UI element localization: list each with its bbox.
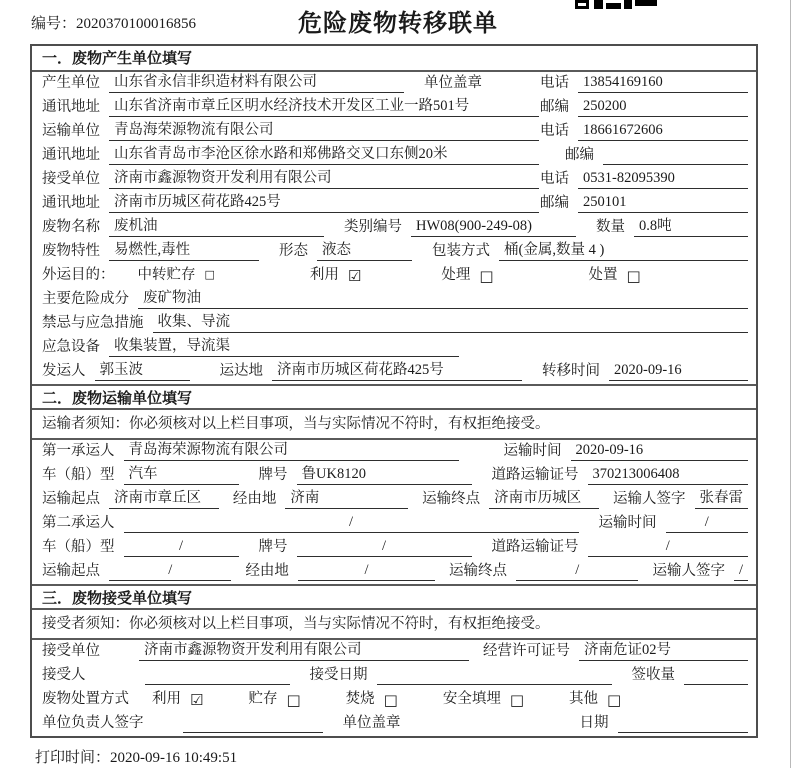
license1-value: 370213006408 bbox=[588, 466, 749, 485]
page-edge-line bbox=[790, 0, 791, 768]
acceptor-label: 接受人 bbox=[42, 667, 86, 683]
phone1-value: 13854169160 bbox=[578, 74, 748, 93]
row-shipper bbox=[32, 360, 756, 384]
end2-label: 运输终点 bbox=[449, 563, 508, 579]
purpose-treat-checkbox: □ bbox=[479, 267, 494, 285]
zip2-label: 邮编 bbox=[565, 147, 594, 163]
disposal-burn-label: 焚烧 bbox=[345, 691, 375, 707]
end1-value: 济南市历城区 bbox=[489, 486, 599, 509]
addr1-value: 山东省济南市章丘区明水经济技术开发区工业一路501号 bbox=[109, 94, 539, 117]
purpose-treat-label: 处理 bbox=[441, 267, 471, 283]
dest-value: 济南市历城区荷花路425号 bbox=[272, 358, 522, 381]
row-route2 bbox=[32, 560, 756, 584]
time2-label: 运输时间 bbox=[598, 515, 657, 531]
phone3-label: 电话 bbox=[540, 171, 569, 187]
row-vehicle2 bbox=[32, 536, 756, 560]
disposal-other-checkbox: □ bbox=[607, 691, 622, 709]
via1-value: 济南 bbox=[285, 486, 408, 509]
permit-label: 经营许可证号 bbox=[483, 643, 570, 659]
transporter-value: 青岛海荣源物流有限公司 bbox=[109, 118, 539, 141]
equip-value: 收集装置，导流渠 bbox=[109, 334, 459, 357]
end1-label: 运输终点 bbox=[422, 491, 481, 507]
category-value: HW08(900-249-08) bbox=[411, 218, 576, 237]
transfer-date-label: 转移时间 bbox=[542, 363, 600, 379]
qty-value: 0.8吨 bbox=[634, 214, 748, 237]
shipper-value: 郭玉波 bbox=[95, 358, 190, 381]
disposal-other-label: 其他 bbox=[569, 691, 599, 707]
row-receiver-address bbox=[32, 192, 756, 216]
receiver-label: 接受单位 bbox=[42, 171, 100, 187]
row-route1 bbox=[32, 488, 756, 512]
purpose-label: 外运目的： bbox=[42, 267, 115, 283]
carrier1-label: 第一承运人 bbox=[42, 443, 115, 459]
time1-value: 2020-09-16 bbox=[571, 442, 749, 461]
vehicle1-value: 汽车 bbox=[124, 462, 239, 485]
phone2-value: 18661672606 bbox=[578, 122, 748, 141]
document-header bbox=[0, 0, 796, 44]
section1-header: 一．废物产生单位填写 bbox=[32, 46, 756, 72]
section3-header: 三．废物接受单位填写 bbox=[32, 584, 756, 610]
waste-name-label: 废物名称 bbox=[42, 219, 100, 235]
origin1-value: 济南市章丘区 bbox=[109, 486, 219, 509]
packing-value: 桶(金属,数量 4 ) bbox=[499, 238, 748, 261]
dest-label: 运达地 bbox=[219, 363, 263, 379]
disposal-label: 废物处置方式 bbox=[42, 691, 129, 707]
acceptor-value bbox=[145, 667, 290, 685]
taboo-value: 收集、导流 bbox=[153, 310, 749, 333]
print-time-line bbox=[35, 746, 237, 767]
transporter-label: 运输单位 bbox=[42, 123, 100, 139]
row-disposal bbox=[32, 688, 756, 712]
sign1-value: 张春雷 bbox=[695, 486, 749, 509]
zip2-value bbox=[603, 147, 748, 165]
waste-name-value: 废机油 bbox=[109, 214, 324, 237]
serial-label: 编号： bbox=[31, 16, 77, 32]
carrier2-value: / bbox=[124, 514, 579, 533]
row-producer bbox=[32, 72, 756, 96]
amount-value bbox=[684, 667, 748, 685]
qty-label: 数量 bbox=[596, 219, 625, 235]
purpose-use-label: 利用 bbox=[309, 267, 339, 283]
row-taboo bbox=[32, 312, 756, 336]
addr2-label: 通讯地址 bbox=[42, 147, 100, 163]
plate2-value: / bbox=[297, 538, 472, 557]
carrier1-value: 青岛海荣源物流有限公司 bbox=[124, 438, 459, 461]
zip3-label: 邮编 bbox=[540, 195, 569, 211]
carrier2-label: 第二承运人 bbox=[42, 515, 115, 531]
row-equipment bbox=[32, 336, 756, 360]
disposal-landfill-label: 安全填埋 bbox=[442, 691, 501, 707]
section3-notice: 接受者须知：你必须核对以上栏目事项，当与实际情况不符时，有权拒绝接受。 bbox=[32, 610, 756, 640]
row-carrier1 bbox=[32, 440, 756, 464]
row-transporter bbox=[32, 120, 756, 144]
hazard-label: 主要危险成分 bbox=[42, 291, 129, 307]
date-label: 日期 bbox=[579, 715, 609, 731]
date-value bbox=[618, 715, 749, 733]
purpose-transfer-label: 中转贮存 bbox=[137, 267, 196, 283]
row-producer-address bbox=[32, 96, 756, 120]
sign2-label: 运输人签字 bbox=[652, 563, 725, 579]
producer-value: 山东省永信非织造材料有限公司 bbox=[109, 70, 404, 93]
disposal-use-checkbox: ☑ bbox=[190, 691, 204, 709]
disposal-burn-checkbox: □ bbox=[383, 691, 398, 709]
row-acceptor bbox=[32, 664, 756, 688]
plate2-label: 牌号 bbox=[258, 539, 288, 555]
row-purpose bbox=[32, 264, 756, 288]
section2-notice: 运输者须知：你必须核对以上栏目事项，当与实际情况不符时，有权拒绝接受。 bbox=[32, 410, 756, 440]
row-vehicle1 bbox=[32, 464, 756, 488]
row-carrier2 bbox=[32, 512, 756, 536]
phone2-label: 电话 bbox=[540, 123, 569, 139]
via2-label: 经由地 bbox=[245, 563, 289, 579]
hazard-value: 废矿物油 bbox=[138, 286, 748, 309]
taboo-label: 禁忌与应急措施 bbox=[42, 315, 144, 331]
license2-label: 道路运输证号 bbox=[491, 539, 579, 555]
packing-label: 包装方式 bbox=[432, 243, 490, 259]
page-title: 危险废物转移联单 bbox=[298, 11, 498, 37]
row-waste-character bbox=[32, 240, 756, 264]
disposal-use-label: 利用 bbox=[152, 691, 181, 707]
plate1-value: 鲁UK8120 bbox=[297, 462, 472, 485]
character-label: 废物特性 bbox=[42, 243, 100, 259]
accept-date-label: 接受日期 bbox=[309, 667, 368, 683]
row-accept-unit bbox=[32, 640, 756, 664]
form-value: 液态 bbox=[317, 238, 412, 261]
vehicle2-label: 车（船）型 bbox=[42, 539, 115, 555]
character-value: 易燃性,毒性 bbox=[109, 238, 259, 261]
license2-value: / bbox=[588, 538, 749, 557]
origin2-value: / bbox=[109, 562, 231, 581]
qr-code-fragment bbox=[575, 0, 657, 9]
accept-date-value bbox=[377, 667, 612, 685]
manifest-form bbox=[30, 44, 758, 738]
zip3-value: 250101 bbox=[578, 194, 748, 213]
disposal-store-checkbox: □ bbox=[286, 691, 301, 709]
disposal-landfill-checkbox: □ bbox=[509, 691, 525, 709]
form-label: 形态 bbox=[279, 243, 308, 259]
addr3-value: 济南市历城区荷花路425号 bbox=[109, 190, 539, 213]
row-chief-sign bbox=[32, 712, 756, 736]
zip1-value: 250200 bbox=[578, 98, 748, 117]
addr3-label: 通讯地址 bbox=[42, 195, 100, 211]
vehicle1-label: 车（船）型 bbox=[42, 467, 115, 483]
row-waste-name bbox=[32, 216, 756, 240]
row-receiver bbox=[32, 168, 756, 192]
origin2-label: 运输起点 bbox=[42, 563, 100, 579]
section2-header: 二．废物运输单位填写 bbox=[32, 384, 756, 410]
origin1-label: 运输起点 bbox=[42, 491, 100, 507]
serial-number: 2020370100016856 bbox=[76, 16, 197, 32]
print-time-label: 打印时间： bbox=[35, 750, 111, 766]
time1-label: 运输时间 bbox=[503, 443, 562, 459]
print-time-value: 2020-09-16 10:49:51 bbox=[110, 750, 238, 766]
accept-unit-value: 济南市鑫源物资开发利用有限公司 bbox=[139, 638, 469, 661]
purpose-dispose-label: 处置 bbox=[588, 267, 618, 283]
zip1-label: 邮编 bbox=[540, 99, 569, 115]
purpose-use-checkbox: ☑ bbox=[347, 267, 362, 285]
end2-value: / bbox=[516, 562, 638, 581]
addr1-label: 通讯地址 bbox=[42, 99, 100, 115]
via2-value: / bbox=[298, 562, 435, 581]
accept-unit-label: 接受单位 bbox=[42, 643, 100, 659]
row-hazard bbox=[32, 288, 756, 312]
disposal-store-label: 贮存 bbox=[248, 691, 278, 707]
chief-sign-value bbox=[183, 715, 323, 733]
vehicle2-value: / bbox=[124, 538, 239, 557]
addr2-value: 山东省青岛市李沧区徐水路和郑佛路交叉口东侧20米 bbox=[109, 142, 539, 165]
purpose-transfer-checkbox: □ bbox=[204, 268, 215, 281]
category-label: 类别编号 bbox=[344, 219, 402, 235]
chief-sign-label: 单位负责人签字 bbox=[42, 715, 144, 731]
plate1-label: 牌号 bbox=[258, 467, 288, 483]
unit-seal-label: 单位盖章 bbox=[424, 75, 482, 91]
transfer-date-value: 2020-09-16 bbox=[609, 362, 748, 381]
purpose-dispose-checkbox: □ bbox=[626, 267, 641, 285]
permit-value: 济南危证02号 bbox=[579, 638, 748, 661]
amount-label: 签收量 bbox=[631, 667, 675, 683]
equip-label: 应急设备 bbox=[42, 339, 100, 355]
shipper-label: 发运人 bbox=[42, 363, 86, 379]
receiver-value: 济南市鑫源物资开发利用有限公司 bbox=[109, 166, 539, 189]
license1-label: 道路运输证号 bbox=[491, 467, 579, 483]
unit-seal3-label: 单位盖章 bbox=[342, 715, 401, 731]
producer-label: 产生单位 bbox=[42, 75, 100, 91]
phone1-label: 电话 bbox=[540, 75, 569, 91]
phone3-value: 0531-82095390 bbox=[578, 170, 748, 189]
time2-value: / bbox=[666, 514, 749, 533]
via1-label: 经由地 bbox=[232, 491, 277, 507]
sign2-value: / bbox=[734, 562, 748, 581]
sign1-label: 运输人签字 bbox=[613, 491, 686, 507]
row-transporter-address bbox=[32, 144, 756, 168]
